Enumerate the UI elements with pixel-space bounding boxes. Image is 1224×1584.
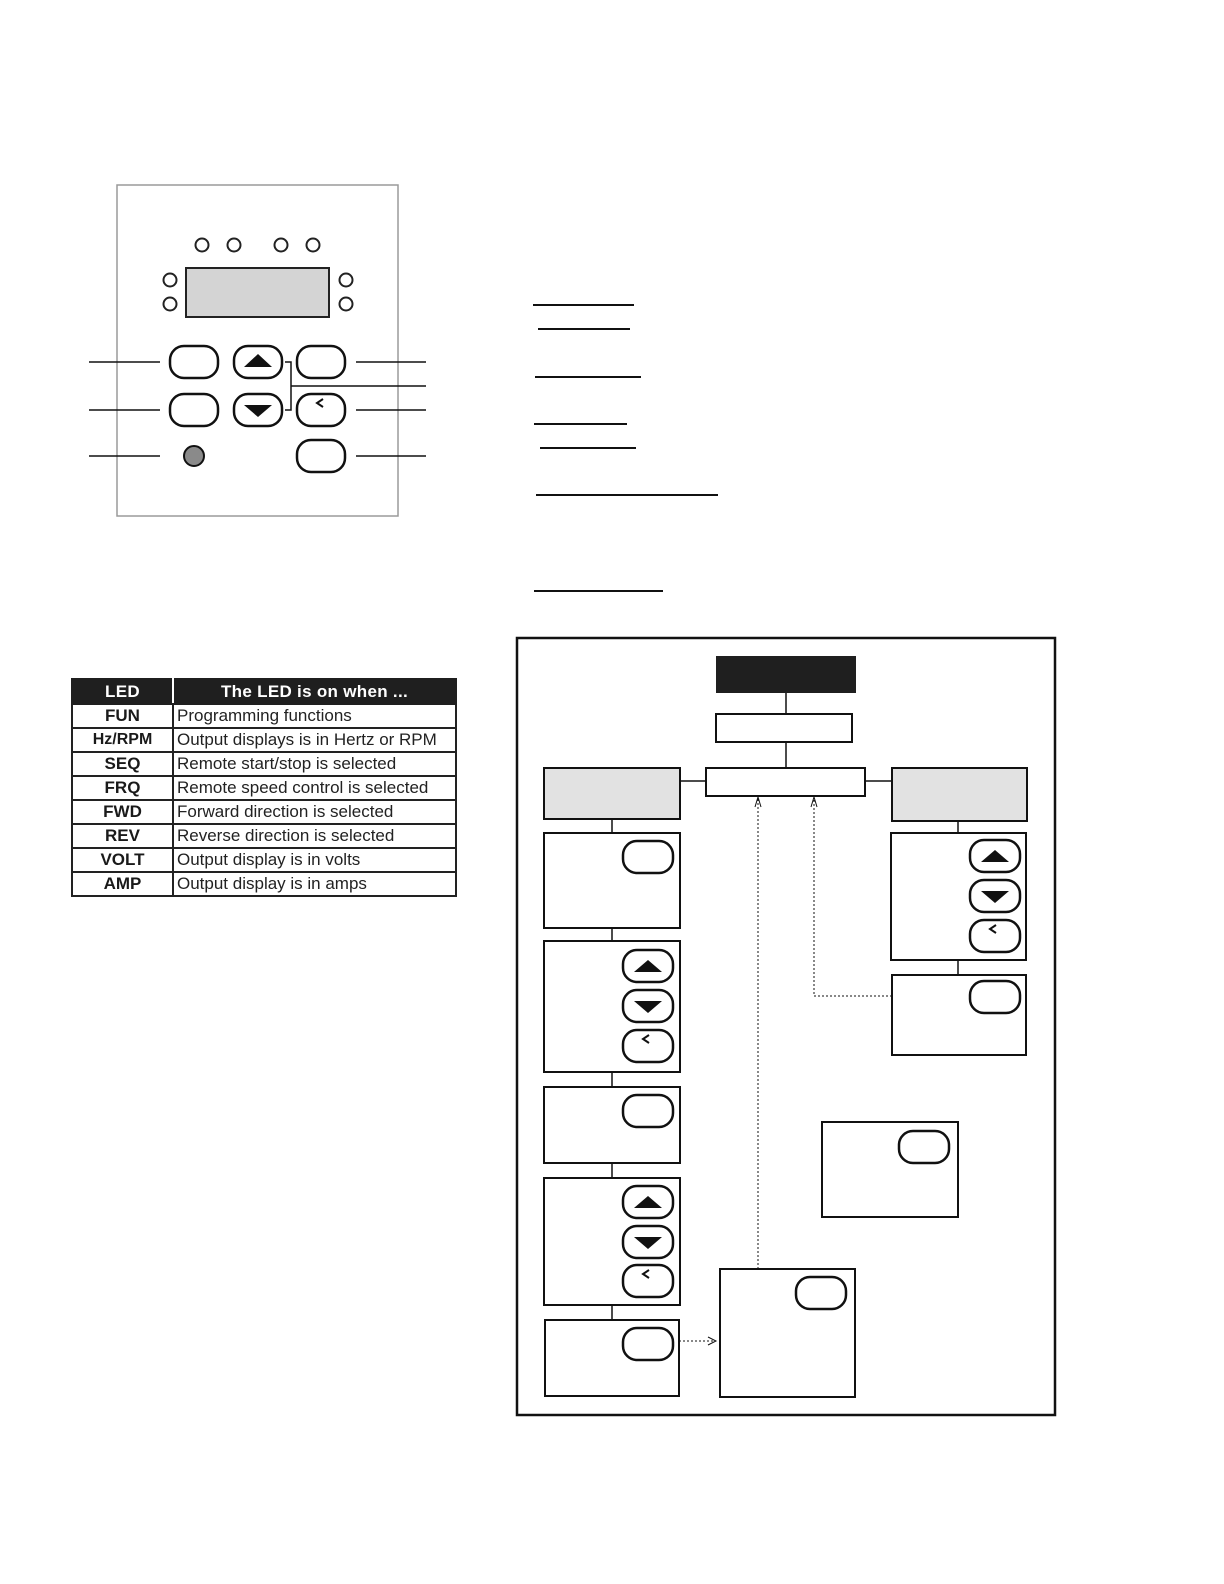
table-row (72, 800, 456, 824)
table-row (72, 728, 456, 752)
led-code: AMP (72, 872, 173, 896)
programming-flowchart (517, 638, 1055, 1415)
led-description: Output display is in volts (173, 848, 456, 872)
flow-dotted-return (814, 798, 892, 996)
led-code: REV (72, 824, 173, 848)
led-description: Reverse direction is selected (173, 824, 456, 848)
led-indicator (228, 239, 241, 252)
flow-key-button (796, 1277, 846, 1309)
lcd-display (186, 268, 329, 317)
led-description: Output display is in amps (173, 872, 456, 896)
led-code: Hz/RPM (72, 728, 173, 752)
led-indicator (164, 274, 177, 287)
key-right-bottom[interactable] (297, 440, 345, 472)
flow-hub-box (706, 768, 865, 796)
flow-start-box (716, 714, 852, 742)
table-row (72, 776, 456, 800)
led-table (71, 678, 457, 897)
led-code: FUN (72, 704, 173, 728)
table-row (72, 752, 456, 776)
table-row (72, 824, 456, 848)
led-table-header (72, 679, 456, 704)
status-lamp (184, 446, 204, 466)
led-description: Forward direction is selected (173, 800, 456, 824)
led-code: FRQ (72, 776, 173, 800)
arrowhead-icon (755, 797, 761, 807)
led-code: FWD (72, 800, 173, 824)
flow-branch-left-header (544, 768, 680, 819)
key-right-top[interactable] (297, 346, 345, 378)
led-description: Programming functions (173, 704, 456, 728)
flow-key-button (623, 1328, 673, 1360)
key-left-top[interactable] (170, 346, 218, 378)
col-header-led: LED (72, 679, 173, 704)
led-description: Remote start/stop is selected (173, 752, 456, 776)
flow-key-button (623, 1095, 673, 1127)
led-indicator (340, 298, 353, 311)
led-description: Remote speed control is selected (173, 776, 456, 800)
table-row (72, 872, 456, 896)
led-indicator (164, 298, 177, 311)
flow-key-button (970, 981, 1020, 1013)
flow-key-button (623, 841, 673, 873)
led-description: Output displays is in Hertz or RPM (173, 728, 456, 752)
flow-title-block (716, 656, 856, 693)
key-shift[interactable] (297, 394, 345, 426)
led-indicator (275, 239, 288, 252)
led-indicator (196, 239, 209, 252)
led-code: SEQ (72, 752, 173, 776)
col-header-description: The LED is on when ... (173, 679, 456, 704)
key-left-mid[interactable] (170, 394, 218, 426)
flow-branch-right-header (892, 768, 1027, 821)
led-code: VOLT (72, 848, 173, 872)
led-indicator (307, 239, 320, 252)
table-row (72, 848, 456, 872)
table-row (72, 704, 456, 728)
flow-key-button (899, 1131, 949, 1163)
led-indicator (340, 274, 353, 287)
keypad-diagram (89, 185, 426, 516)
heading-rules (533, 305, 718, 591)
